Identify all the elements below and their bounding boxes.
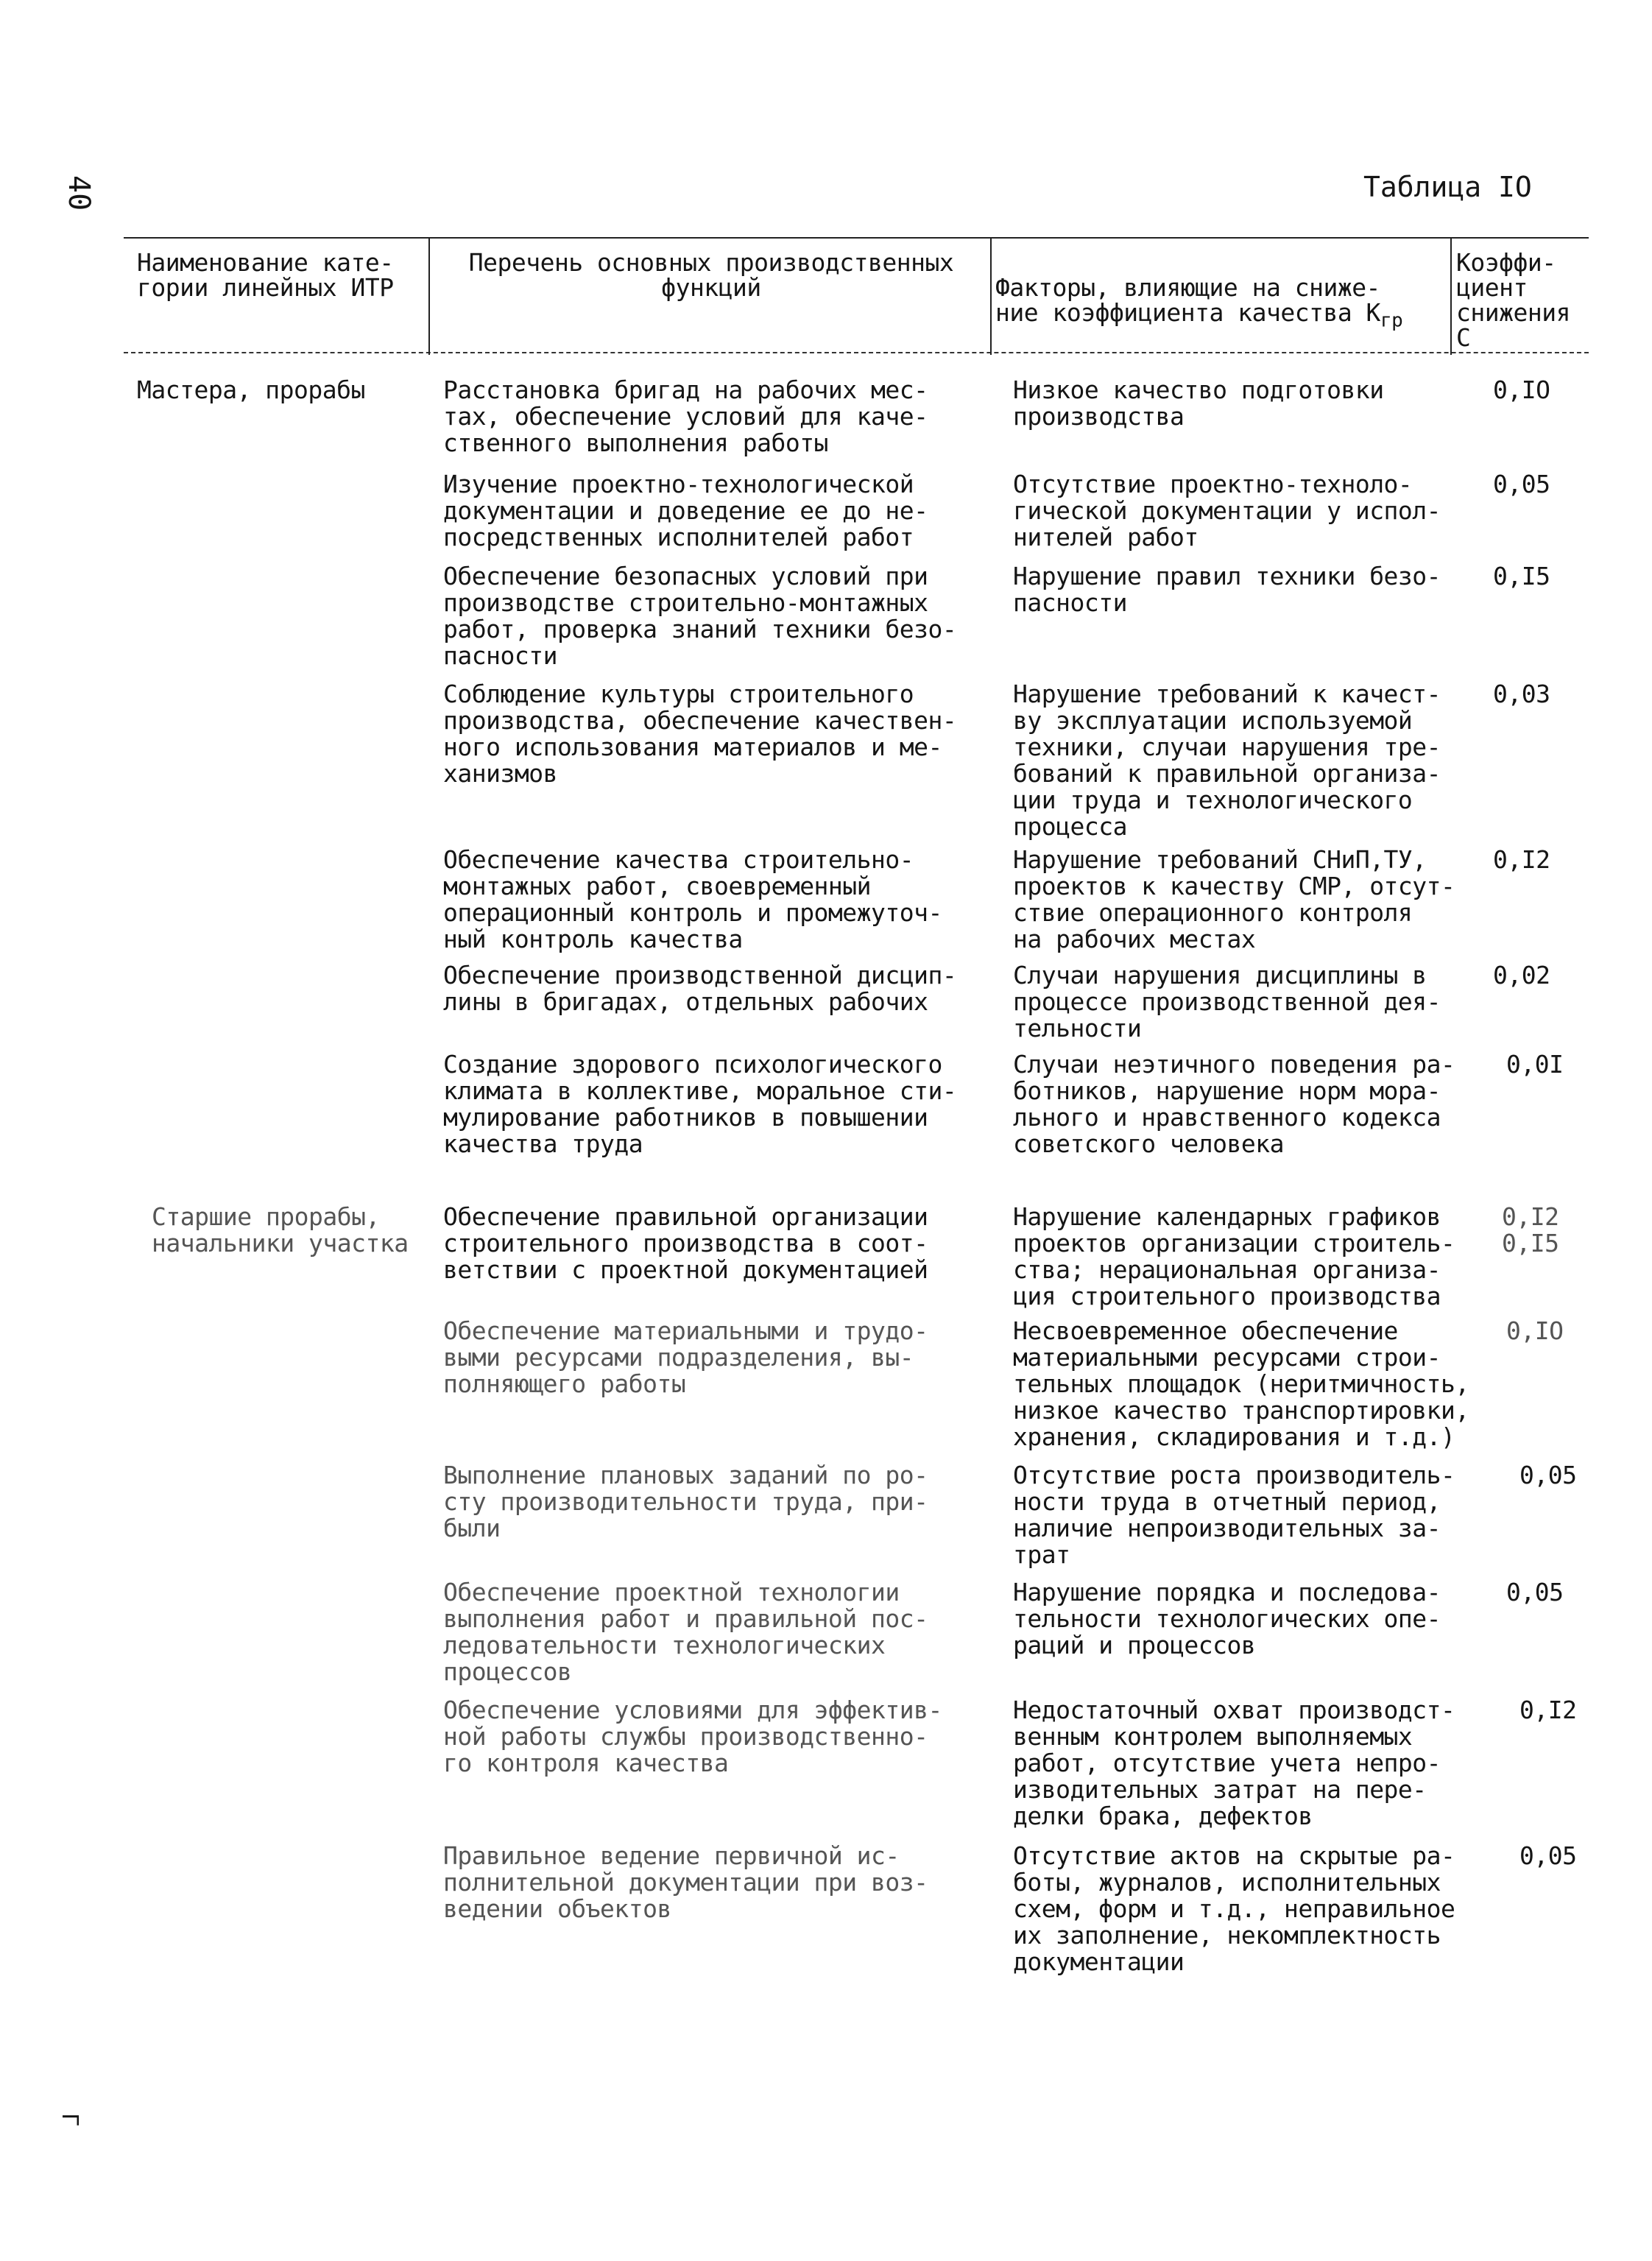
row-factor: Нарушение правил техники безо- пасности (1013, 562, 1441, 617)
row-function: Создание здорового психологического климата в коллективе, моральное сти- мулирование работников в повышении качества труда (443, 1050, 957, 1158)
group-category: Мастера, прорабы (137, 375, 365, 404)
row-factor: Отсутствие актов на скрытые ра- боты, журналов, исполнительных схем, форм и т.д., неправильное их заполнение, некомплектность документации (1013, 1841, 1455, 1976)
header-bottom-rule (124, 352, 1589, 353)
header-factors-text: Факторы, влияющие на сниже- ние коэффициента качества К (995, 273, 1380, 327)
row-function: Выполнение плановых заданий по ро- сту производительности труда, при- были (443, 1461, 928, 1542)
row-coefficient: 0,I2 (1519, 1696, 1577, 1724)
row-factor: Нарушение требований к качест- ву эксплуатации используемой техники, случаи нарушения тре- бований к правильной организа- ции труда и технологического процесса (1013, 680, 1441, 841)
column-divider-1 (428, 237, 430, 355)
row-coefficient: 0,IO (1506, 1316, 1564, 1345)
header-functions: Перечень основных производственных функций (468, 248, 954, 302)
row-function: Обеспечение правильной организации строительного производства в соот- ветствии с проектной документацией (443, 1202, 928, 1284)
table-top-rule (124, 237, 1589, 239)
row-factor: Нарушение требований СНиП,ТУ, проектов к качеству СМР, отсут- ствие операционного контроля на рабочих местах (1013, 845, 1455, 953)
row-factor: Отсутствие проектно-техноло- гической документации у испол- нителей работ (1013, 470, 1441, 551)
header-coefficient: Коэффи- циент снижения С (1456, 248, 1570, 352)
row-coefficient: 0,I2 (1493, 845, 1550, 874)
row-function: Соблюдение культуры строительного производства, обеспечение качествен- ного использования материалов и ме- ханизмов (443, 680, 957, 788)
group-category: Старшие прорабы, начальники участка (152, 1202, 409, 1258)
column-divider-2 (990, 237, 992, 355)
row-factor: Недостаточный охват производст- венным контролем выполняемых работ, отсутствие учета непро- изводительных затрат на пере- делки брака, дефектов (1013, 1696, 1455, 1830)
row-coefficient: 0,03 (1493, 680, 1550, 708)
row-function: Обеспечение условиями для эффектив- ной работы службы производственно- го контроля качества (443, 1696, 942, 1777)
row-coefficient: 0,05 (1519, 1461, 1577, 1489)
row-factor: Низкое качество подготовки производства (1013, 375, 1384, 431)
header-category: Наименование кате- гории линейных ИТР (137, 248, 394, 302)
row-function: Обеспечение материальными и трудо- выми ресурсами подразделения, вы- полняющего работы (443, 1316, 928, 1398)
row-factor: Случаи нарушения дисциплины в процессе производственной дея- тельности (1013, 961, 1441, 1043)
table-caption: Таблица IO (1363, 171, 1532, 203)
header-factors-subscript: гр (1380, 309, 1403, 332)
row-coefficient: 0,I2 0,I5 (1502, 1202, 1559, 1258)
row-function: Расстановка бригад на рабочих мес- тах, обеспечение условий для каче- ственного выполнения работы (443, 375, 928, 457)
row-function: Обеспечение производственной дисцип- лины в бригадах, отдельных рабочих (443, 961, 957, 1016)
row-factor: Случаи неэтичного поведения ра- ботников, нарушение норм мора- льного и нравственного кодекса советского человека (1013, 1050, 1455, 1158)
row-coefficient: 0,0I (1506, 1050, 1564, 1079)
margin-mark: Г (57, 2113, 82, 2127)
row-coefficient: 0,I5 (1493, 562, 1550, 590)
row-factor: Нарушение порядка и последова- тельности технологических опе- раций и процессов (1013, 1578, 1441, 1659)
row-factor: Нарушение календарных графиков проектов организации строитель- ства; нерациональная организа- ция строительного производства (1013, 1202, 1455, 1311)
row-function: Правильное ведение первичной ис- полнительной документации при воз- ведении объектов (443, 1841, 928, 1923)
row-coefficient: 0,02 (1493, 961, 1550, 990)
row-function: Изучение проектно-технологической документации и доведение ее до не- посредственных исполнителей работ (443, 470, 928, 551)
row-factor: Отсутствие роста производитель- ности труда в отчетный период, наличие непроизводительных за- трат (1013, 1461, 1455, 1569)
row-coefficient: 0,05 (1506, 1578, 1564, 1606)
page-number: 40 (62, 175, 96, 211)
row-coefficient: 0,IO (1493, 375, 1550, 404)
row-factor: Несвоевременное обеспечение материальными ресурсами строи- тельных площадок (неритмичность, низкое качество транспортировки, хранения, складирования и т.д.) (1013, 1316, 1469, 1451)
row-coefficient: 0,05 (1519, 1841, 1577, 1870)
row-function: Обеспечение проектной технологии выполнения работ и правильной пос- ледовательности технологических процессов (443, 1578, 928, 1686)
row-function: Обеспечение безопасных условий при производстве строительно-монтажных работ, проверка знаний техники безо- пасности (443, 562, 957, 670)
column-divider-3 (1450, 237, 1452, 355)
row-coefficient: 0,05 (1493, 470, 1550, 498)
row-function: Обеспечение качества строительно- монтажных работ, своевременный операционный контроль и промежуточ- ный контроль качества (443, 845, 942, 953)
header-factors (995, 250, 1448, 334)
